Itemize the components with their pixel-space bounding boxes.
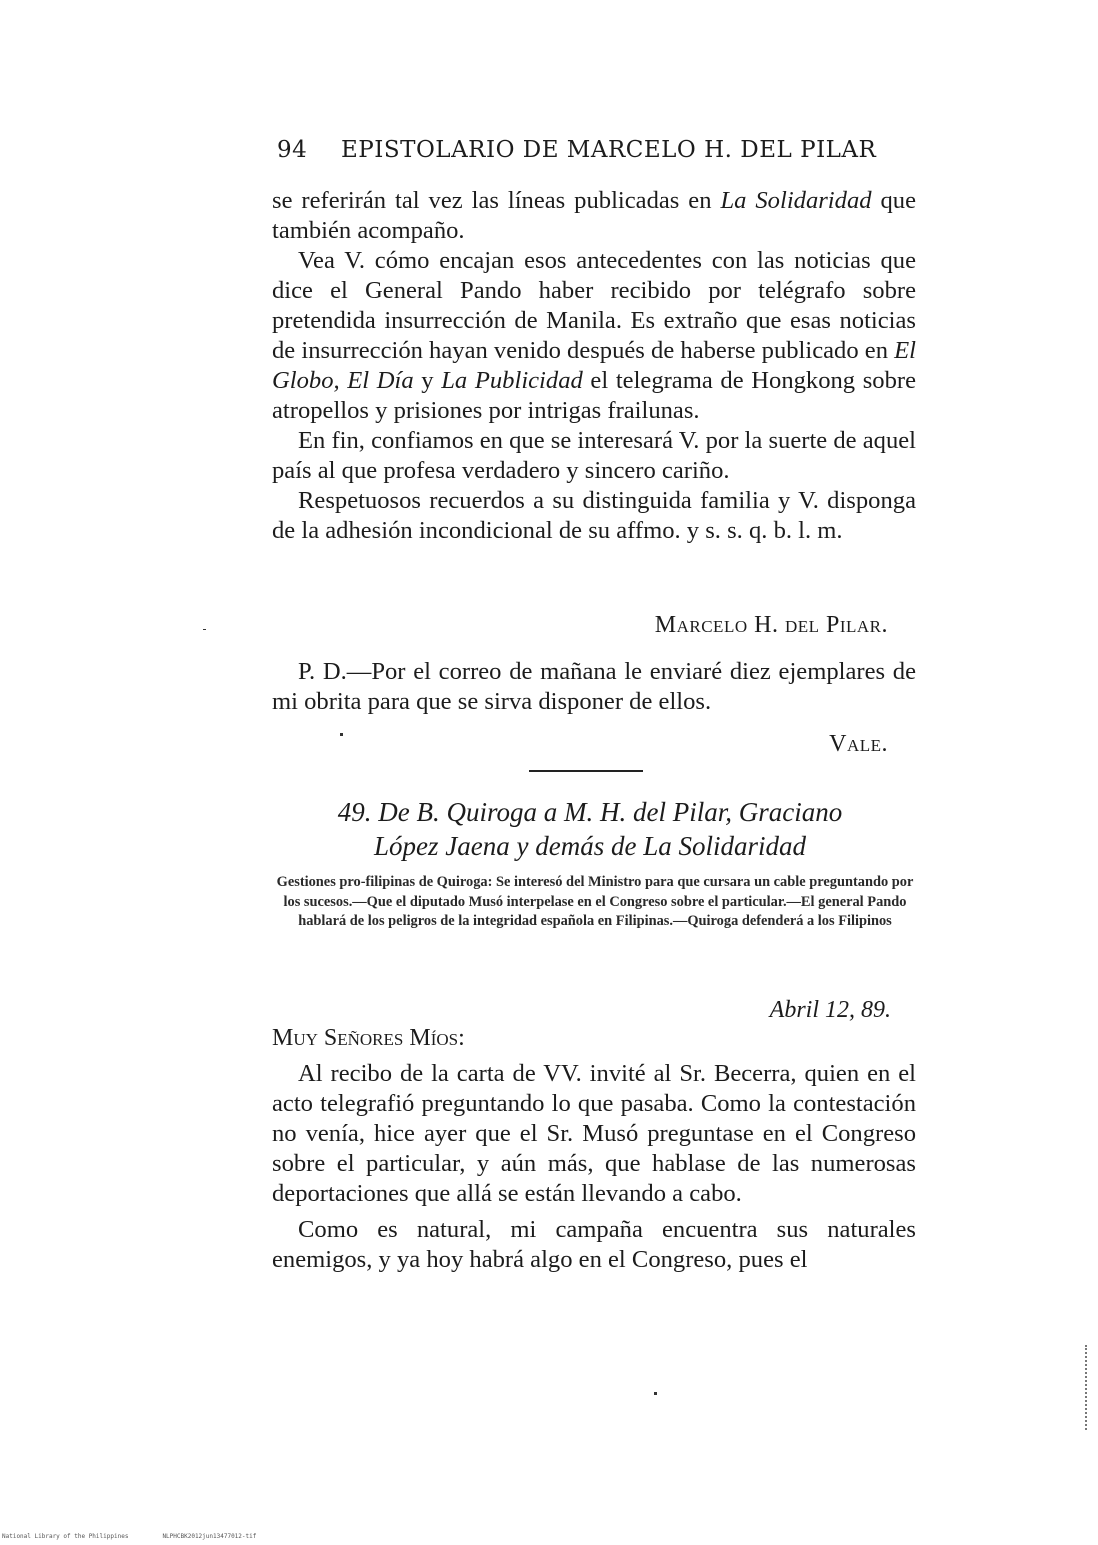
- paragraph: [272, 246, 916, 426]
- scan-speck: [203, 629, 206, 630]
- scan-speck: [654, 1392, 657, 1395]
- scan-footer: [2, 1533, 290, 1540]
- text-run: y: [413, 367, 442, 394]
- paragraph: [272, 426, 916, 486]
- text-run: P. D.—Por el correo de mañana le enviaré diez ejemplares de mi obrita para que se sirva disponer de ellos.: [272, 658, 916, 715]
- scan-speck: [340, 733, 343, 736]
- signature: Marcelo H. del Pilar.: [654, 612, 888, 638]
- text-run: Como es natural, mi campaña encuentra sus naturales enemigos, y ya hoy habrá algo en el Congreso, pues el: [272, 1216, 916, 1273]
- letter-49-body: [272, 1059, 916, 1275]
- running-header: [277, 137, 887, 163]
- paragraph: [272, 186, 916, 246]
- page-number: 94: [277, 137, 308, 163]
- salutation: Muy Señores Míos:: [272, 1025, 465, 1051]
- paragraph: [272, 1215, 916, 1275]
- paragraph: [272, 486, 916, 546]
- text-run: Vea V. cómo encajan esos antecedentes con las noticias que dice el General Pando haber recibido por telégrafo sobre pretendida insurrección de Manila. Es extraño que esas noticias de insurrección hayan venido después de haberse publicado en: [272, 247, 916, 364]
- italic-run: La Solidaridad: [720, 187, 872, 214]
- italic-run: La Publicidad: [441, 367, 583, 394]
- closing-vale: Vale.: [829, 731, 888, 757]
- letter-title-line-1: 49. De B. Quiroga a M. H. del Pilar, Graciano: [337, 797, 843, 827]
- text-run: En fin, confiamos en que se interesará V. por la suerte de aquel país al que profesa verdadero y sincero cariño.: [272, 427, 916, 484]
- file-id: NLPHCBK2012jun13477012-tif: [162, 1533, 257, 1540]
- italic-run: El Globo, El Día: [272, 337, 916, 394]
- letter-date: Abril 12, 89.: [769, 997, 891, 1023]
- scan-edge-mark: [1085, 1345, 1089, 1430]
- text-run: el telegrama de Hongkong sobre atropellos y prisiones por intrigas frailunas.: [272, 367, 917, 424]
- text-run: Al recibo de la carta de VV. invité al Sr. Becerra, quien en el acto telegrafió preguntando lo que pasaba. Como la contestación no venía, hice ayer que el Sr. Musó preguntase en el Congreso sobre el particular, y aún más, que hablase de las numerosas deportaciones que allá se están llevando a cabo.: [272, 1060, 916, 1207]
- letter-title-line-2: López Jaena y demás de La Solidaridad: [374, 831, 806, 861]
- paragraph: [272, 1059, 916, 1209]
- library-name: National Library of the Philippines: [2, 1533, 129, 1540]
- section-divider: [529, 770, 643, 772]
- text-run: Respetuosos recuerdos a su distinguida familia y V. disponga de la adhesión incondicional de su affmo. y s. s. q. b. l. m.: [272, 487, 916, 544]
- paragraph: [272, 657, 916, 717]
- postscript: [272, 657, 916, 717]
- text-run: que también acompaño.: [272, 187, 917, 244]
- letter-summary: Gestiones pro-filipinas de Quiroga: Se interesó del Ministro para que cursara un cable preguntando por los sucesos.—Que el diputado Musó interpelase en el Congreso sobre el particular.—El general Pando hablará de los peligros de la integridad española en Filipinas.—Quiroga defenderá a los Filipinos: [276, 874, 914, 929]
- letter-48-body: [272, 186, 916, 546]
- running-title: EPISTOLARIO DE MARCELO H. DEL PILAR: [341, 137, 877, 163]
- text-run: se referirán tal vez las líneas publicadas en: [272, 187, 721, 214]
